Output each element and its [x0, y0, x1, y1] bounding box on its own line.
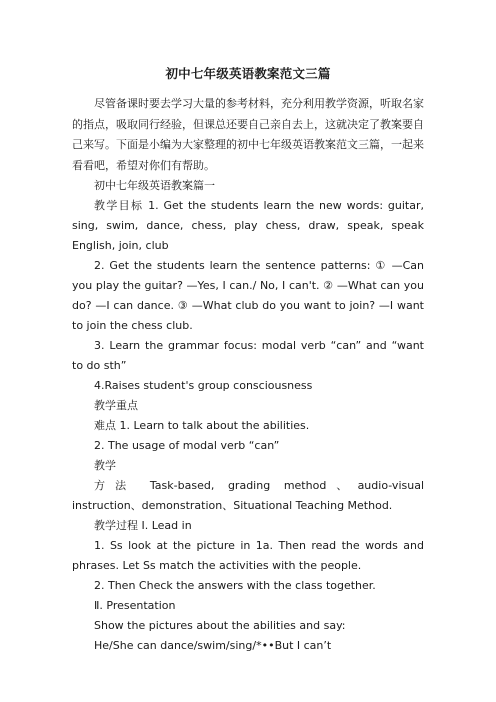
- body-paragraph: 方法 Task-based, grading method、audio-visual instruction、demonstration、Situational Teaching Method.: [72, 479, 424, 512]
- body-paragraph: 难点 1. Learn to talk about the abilities.: [94, 419, 310, 432]
- body-paragraph: 教学: [94, 459, 116, 472]
- body-paragraph: 2. Then Check the answers with the class together.: [94, 579, 376, 592]
- body-paragraph: Ⅱ. Presentation: [94, 599, 176, 612]
- body-paragraph: 2. Get the students learn the sentence patterns: ① —Can you play the guitar? —Yes, I can./ No, I can't. ② —What can you do? —I can dance. ③ —What club do you want to join? —I want to join the chess club.: [72, 259, 424, 332]
- document-title: 初中七年级英语教案范文三篇: [165, 66, 331, 81]
- body-paragraph: 3. Learn the grammar focus: modal verb “can” and “want to do sth”: [72, 339, 424, 372]
- body-paragraph: 教学重点: [94, 399, 138, 412]
- body-paragraph: Show the pictures about the abilities and say:: [94, 619, 346, 632]
- body-paragraph: 2. The usage of modal verb “can”: [94, 439, 280, 452]
- section-heading: 初中七年级英语教案篇一: [94, 179, 215, 192]
- body-paragraph: 1. Ss look at the picture in 1a. Then read the words and phrases. Let Ss match the activities with the people.: [72, 539, 424, 572]
- body-paragraph: 4.Raises student's group consciousness: [94, 379, 313, 392]
- body-paragraph: 教学目标 1. Get the students learn the new words: guitar, sing, swim, dance, chess, play chess, draw, speak, speak English, join, club: [72, 199, 424, 252]
- body-paragraph: He/She can dance/swim/sing/*••But I can’t: [94, 639, 332, 652]
- intro-paragraph: 尽管备课时要去学习大量的参考材料，充分利用教学资源，听取名家的指点，吸取同行经验，但课总还要自己亲自去上，这就决定了教案要自己来写。下面是小编为大家整理的初中七年级英语教案范文三篇，一起来看看吧，希望对你们有帮助。: [72, 97, 424, 172]
- body-paragraph: 教学过程 Ⅰ. Lead in: [94, 519, 192, 532]
